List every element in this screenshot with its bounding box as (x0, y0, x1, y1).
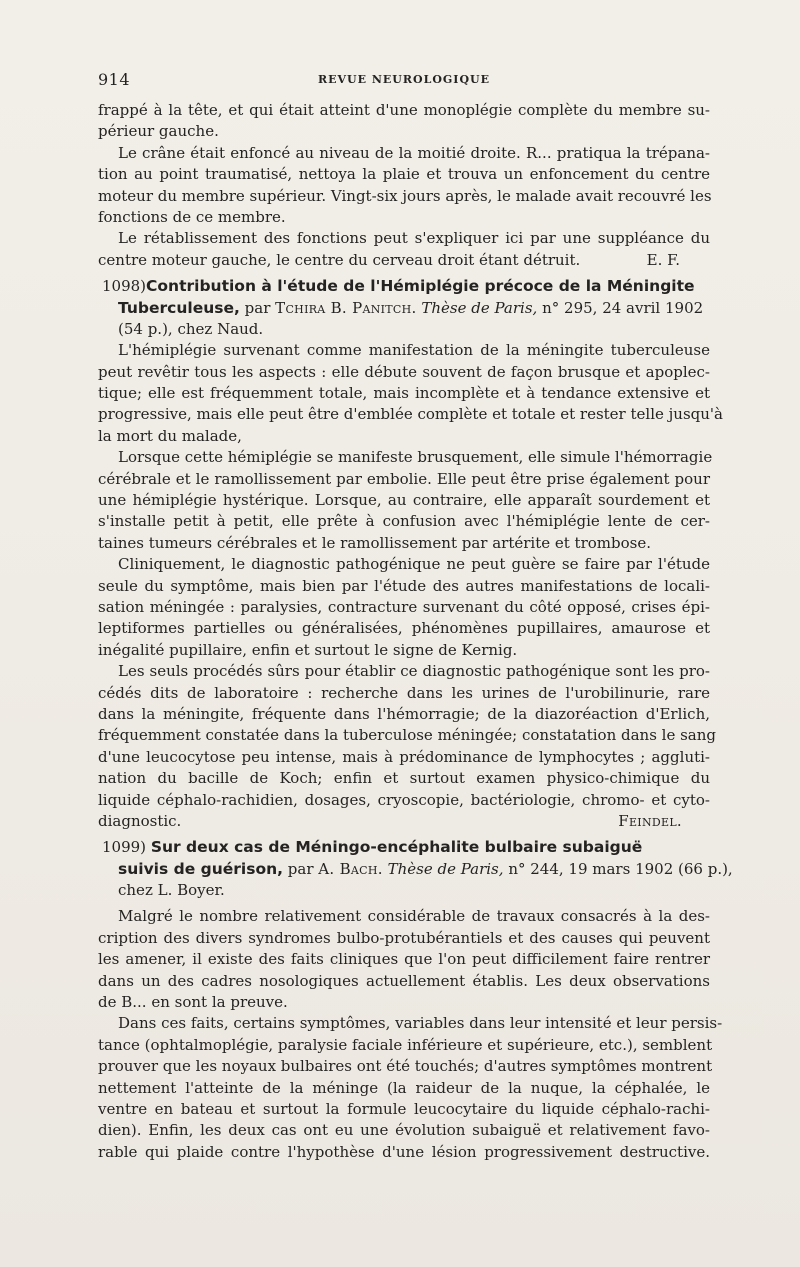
text-line: moteur du membre supérieur. Vingt-six jours après, le malade avait recouvré les (98, 186, 712, 205)
text-line: centre moteur gauche, le centre du cerveau droit étant détruit. (98, 250, 581, 269)
article-authors: A. Bach. (318, 859, 383, 878)
text-line: nation du bacille de Koch; enfin et surtout examen physico-chimique du (98, 769, 710, 788)
text-line: Les seuls procédés sûrs pour établir ce diagnostic pathogénique sont les pro- (118, 662, 710, 681)
article-ref-cont: (54 p.), chez Naud. (118, 319, 264, 338)
text-line: dans un des cadres nosologiques actuellement établis. Les deux observations (98, 971, 710, 990)
par-word: par (287, 859, 314, 878)
text-line: tion au point traumatisé, nettoya la plaie et trouva un enfoncement du centre (98, 165, 710, 184)
signature: E. F. (646, 250, 680, 269)
text-line: rable qui plaide contre l'hypothèse d'une lésion progressivement destructive. (98, 1142, 710, 1161)
article-title-cont: Tuberculeuse, (118, 298, 240, 317)
text-line: seule du symptôme, mais bien par l'étude des autres manifestations de locali- (98, 576, 710, 595)
text-line: dien). Enfin, les deux cas ont eu une évolution subaiguë et relativement favo- (98, 1121, 710, 1140)
article-ref-cont: chez L. Boyer. (118, 881, 225, 900)
text-line: prouver que les noyaux bulbaires ont été touchés; d'autres symptômes montrent (98, 1057, 713, 1076)
text-line: Malgré le nombre relativement considérable de travaux consacrés à la des- (118, 907, 710, 926)
article-ref: n° 295, 24 avril 1902 (542, 298, 704, 317)
text-line: fréquemment constatée dans la tuberculose méningée; constatation dans le sang (98, 726, 717, 745)
page-body (98, 100, 733, 1163)
these-label: Thèse de Paris, (387, 859, 504, 878)
text-line: dans la méningite, fréquente dans l'hémorragie; de la diazoréaction d'Erlich, (98, 704, 710, 723)
text-line: diagnostic. (98, 811, 182, 830)
article-number: 1099) (102, 838, 147, 857)
text-line: une hémiplégie hystérique. Lorsque, au contraire, elle apparaît sourdement et (98, 491, 710, 510)
text-line: leptiformes partielles ou généralisées, phénomènes pupillaires, amaurose et (98, 619, 710, 638)
text-line: inégalité pupillaire, enfin et surtout le signe de Kernig. (98, 640, 518, 659)
article-1098-reference (98, 298, 710, 319)
article-1098-title (102, 276, 710, 297)
article-1099-reference (98, 859, 733, 880)
signature: Feindel. (618, 811, 682, 830)
page-number: 914 (98, 70, 131, 89)
article-1099-title (102, 837, 710, 858)
text-line: Cliniquement, le diagnostic pathogénique ne peut guère se faire par l'étude (118, 555, 710, 574)
article-title: Contribution à l'étude de l'Hémiplégie précoce de la Méningite (146, 277, 695, 296)
text-line: cription des divers syndromes bulbo-protubérantiels et des causes qui peuvent (98, 928, 710, 947)
text-line-signed (98, 250, 710, 271)
text-line: cérébrale et le ramollissement par embolie. Elle peut être prise également pour (98, 469, 710, 488)
these-label: Thèse de Paris, (421, 298, 538, 317)
text-line: peut revêtir tous les aspects : elle débute souvent de façon brusque et apoplec- (98, 362, 710, 381)
article-title: Sur deux cas de Méningo-encéphalite bulbaire subaiguë (150, 838, 643, 857)
text-line: sation méningée : paralysies, contracture survenant du côté opposé, crises épi- (98, 597, 710, 616)
text-line: L'hémiplégie survenant comme manifestation de la méningite tuberculeuse (118, 341, 710, 360)
text-line: s'installe petit à petit, elle prête à confusion avec l'hémiplégie lente de cer- (98, 512, 710, 531)
text-line: la mort du malade, (98, 426, 242, 445)
text-line: Le crâne était enfoncé au niveau de la moitié droite. R... pratiqua la trépana- (118, 143, 710, 162)
text-line: d'une leucocytose peu intense, mais à prédominance de lymphocytes ; aggluti- (98, 747, 710, 766)
article-ref: n° 244, 19 mars 1902 (66 p.), (508, 859, 733, 878)
text-line: fonctions de ce membre. (98, 207, 286, 226)
article-title-cont: suivis de guérison, (118, 859, 284, 878)
text-line: progressive, mais elle peut être d'emblée complète et totale et rester telle jusqu'à (98, 405, 723, 424)
text-line-signed (98, 811, 710, 832)
text-line: liquide céphalo-rachidien, dosages, cryoscopie, bactériologie, chromo- et cyto- (98, 790, 710, 809)
text-line: tique; elle est fréquemment totale, mais incomplète et à tendance extensive et (98, 384, 710, 403)
text-line: de B... en sont la preuve. (98, 993, 288, 1012)
text-line: périeur gauche. (98, 122, 219, 141)
text-line: cédés dits de laboratoire : recherche dans les urines de l'urobilinurie, rare (98, 683, 710, 702)
article-authors: Tchira B. Panitch. (275, 298, 417, 317)
text-line: taines tumeurs cérébrales et le ramollissement par artérite et trombose. (98, 533, 651, 552)
text-line: les amener, il existe des faits cliniques que l'on peut difficilement faire rentrer (98, 950, 710, 969)
article-number: 1098) (102, 277, 147, 296)
running-title: REVUE NEUROLOGIQUE (317, 73, 491, 86)
text-line: frappé à la tête, et qui était atteint d'une monoplégie complète du membre su- (98, 101, 710, 119)
text-line: nettement l'atteinte de la méninge (la raideur de la nuque, la céphalée, le (98, 1078, 710, 1097)
text-line: Dans ces faits, certains symptômes, variables dans leur intensité et leur persis- (118, 1014, 723, 1033)
text-line: Lorsque cette hémiplégie se manifeste brusquement, elle simule l'hémorragie (118, 448, 713, 467)
text-line: Le rétablissement des fonctions peut s'expliquer ici par une suppléance du (118, 229, 710, 248)
par-word: par (244, 298, 271, 317)
text-line: tance (ophtalmoplégie, paralysie faciale inférieure et supérieure, etc.), semblent (98, 1035, 713, 1054)
page-header (98, 70, 710, 92)
text-line: ventre en bateau et surtout la formule leucocytaire du liquide céphalo-rachi- (98, 1099, 710, 1118)
